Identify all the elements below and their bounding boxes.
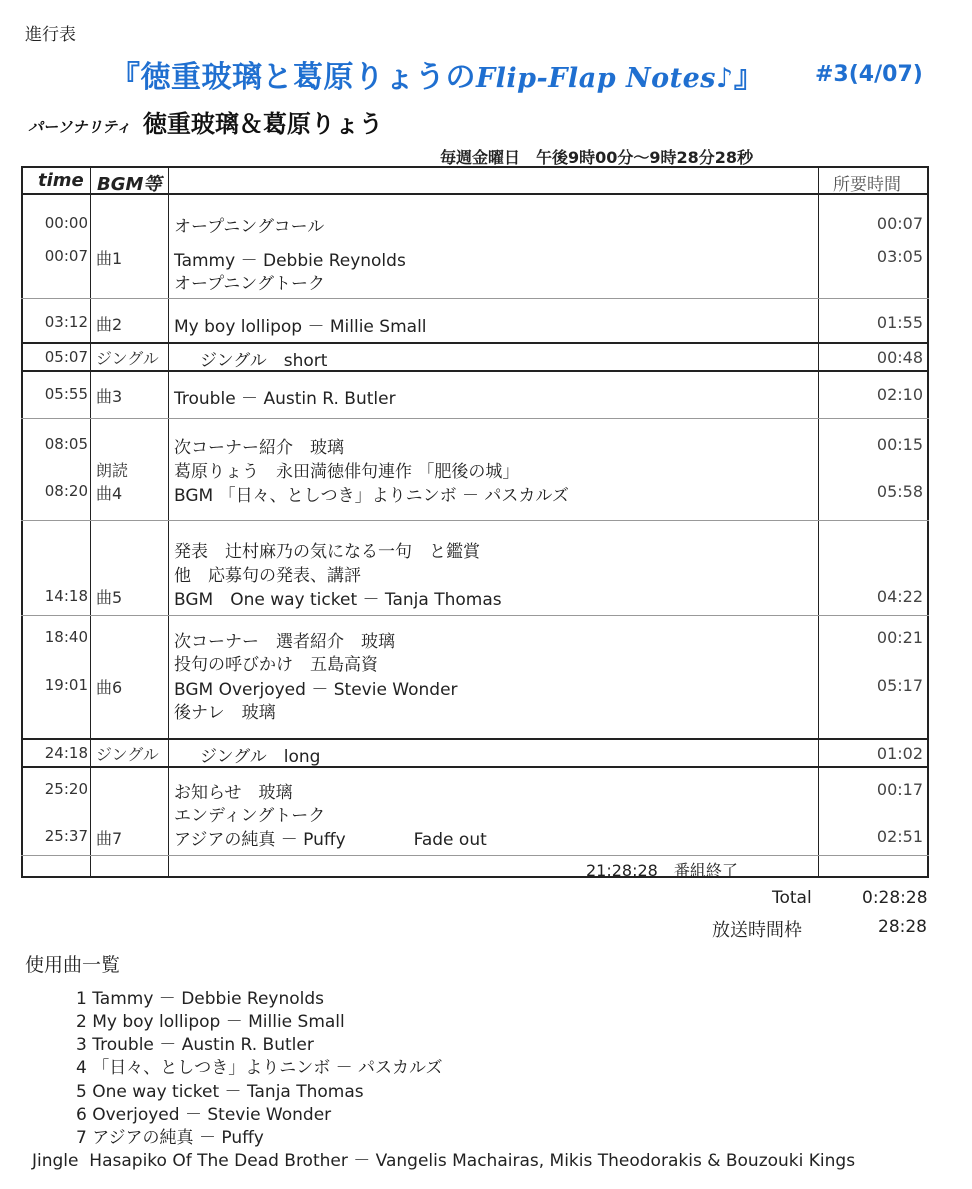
- row-content: アジアの純真 － Puffy Fade out: [174, 830, 487, 850]
- row-duration: 00:07: [876, 214, 923, 233]
- row-time: 14:18: [44, 587, 88, 605]
- row-time: 25:20: [44, 780, 88, 798]
- row-bgm: 曲5: [96, 588, 123, 607]
- row-content: 他 応募句の発表、講評: [174, 566, 361, 586]
- row-duration: 04:22: [876, 587, 923, 606]
- slot-value: 28:28: [878, 917, 927, 937]
- row-duration: 02:10: [876, 385, 923, 404]
- row-duration: 05:17: [876, 676, 923, 695]
- document-label: 進行表: [25, 25, 76, 45]
- row-content: 次コーナー紹介 玻璃: [174, 438, 344, 458]
- row-duration: 03:05: [876, 247, 923, 266]
- row-time: 08:05: [44, 435, 88, 453]
- row-time: 03:12: [44, 313, 88, 331]
- songs-list-title: 使用曲一覧: [25, 954, 121, 976]
- row-content: オープニングトーク: [174, 274, 325, 294]
- total-value: 0:28:28: [862, 888, 928, 908]
- column-divider: [90, 166, 91, 878]
- header-duration: 所要時間: [833, 175, 901, 195]
- column-divider: [818, 166, 819, 878]
- row-divider: [21, 738, 929, 740]
- row-time: 05:55: [44, 385, 88, 403]
- row-content: ジングル long: [200, 747, 321, 767]
- row-divider: [21, 298, 929, 299]
- row-content: 投句の呼びかけ 五島高資: [174, 655, 378, 675]
- row-content: BGM Overjoyed － Stevie Wonder: [174, 680, 458, 700]
- row-duration: 00:17: [876, 780, 923, 799]
- row-bgm: 曲2: [96, 315, 123, 334]
- row-time: 25:37: [44, 827, 88, 845]
- row-content: 次コーナー 選者紹介 玻璃: [174, 632, 395, 652]
- row-content: オープニングコール: [174, 217, 325, 237]
- row-time: 05:07: [44, 348, 88, 366]
- row-content: Tammy － Debbie Reynolds: [174, 251, 406, 271]
- row-content: お知らせ 玻璃: [174, 783, 293, 803]
- slot-label: 放送時間枠: [712, 920, 802, 941]
- row-bgm: 曲6: [96, 678, 123, 697]
- song-list-item: 2 My boy lollipop － Millie Small: [76, 1012, 345, 1032]
- song-list-item: 1 Tammy － Debbie Reynolds: [76, 989, 325, 1009]
- row-divider: [21, 855, 929, 856]
- row-divider: [21, 418, 929, 419]
- row-content: BGM 「日々、としつき」よりニンボ － パスカルズ: [174, 486, 569, 506]
- program-title: [110, 52, 764, 96]
- jingle-text: Hasapiko Of The Dead Brother － Vangelis Machairas, Mikis Theodorakis & Bouzouki Kings: [89, 1151, 856, 1171]
- personality-names: 徳重玻璃＆葛原りょう: [142, 110, 383, 138]
- row-bgm: 曲4: [96, 484, 123, 503]
- total-label: Total: [772, 888, 812, 908]
- row-time: 24:18: [44, 744, 88, 762]
- jingle-label: Jingle: [32, 1151, 79, 1171]
- program-title-close: 』: [733, 60, 765, 95]
- row-content: ジングル short: [200, 351, 328, 371]
- row-bgm: 曲7: [96, 829, 123, 848]
- row-duration: 00:21: [876, 628, 923, 647]
- row-content: Trouble － Austin R. Butler: [174, 389, 396, 409]
- row-bgm: ジングル: [96, 745, 159, 764]
- row-content: My boy lollipop － Millie Small: [174, 317, 427, 337]
- row-content: エンディングトーク: [174, 806, 326, 826]
- row-time: 00:07: [44, 247, 88, 265]
- row-divider: [21, 370, 929, 372]
- song-list-item: 7 アジアの純真 － Puffy: [76, 1128, 264, 1148]
- row-content: 発表 辻村麻乃の気になる一句 と鑑賞: [174, 542, 480, 562]
- row-bgm: 朗読: [96, 461, 129, 480]
- personality-label: パーソナリティ: [28, 118, 131, 136]
- row-duration: 01:02: [876, 744, 923, 763]
- row-divider: [21, 766, 929, 768]
- header-bgm: BGM等: [97, 174, 162, 195]
- personality-line: [28, 104, 383, 139]
- row-divider: [21, 520, 929, 521]
- row-duration: 05:58: [876, 482, 923, 501]
- row-duration: 00:48: [876, 348, 923, 367]
- rundown-table: [21, 166, 929, 878]
- program-title-jp: 『徳重玻璃と葛原りょうの: [110, 60, 476, 95]
- row-time: 19:01: [44, 676, 88, 694]
- broadcast-schedule: 毎週金曜日 午後9時00分～9時28分28秒: [440, 148, 754, 167]
- row-duration: 01:55: [876, 313, 923, 332]
- row-bgm: 曲1: [96, 249, 123, 268]
- song-list-item: 4 「日々、としつき」よりニンボ － パスカルズ: [76, 1058, 443, 1078]
- row-bgm: ジングル: [96, 349, 159, 368]
- row-divider: [21, 615, 929, 616]
- row-time: 08:20: [44, 482, 88, 500]
- song-list-item: 3 Trouble － Austin R. Butler: [76, 1035, 314, 1055]
- song-list-item: 5 One way ticket － Tanja Thomas: [76, 1082, 364, 1102]
- header-time: time: [38, 170, 84, 191]
- program-end-time: 21:28:28 番組終了: [586, 861, 738, 880]
- program-series-name: Flip-Flap Notes♪: [476, 63, 734, 94]
- row-content: 後ナレ 玻璃: [174, 703, 276, 723]
- row-time: 00:00: [44, 214, 88, 232]
- row-divider: [21, 342, 929, 344]
- row-content: 葛原りょう 永田満徳俳句連作 「肥後の城」: [174, 462, 520, 482]
- row-duration: 02:51: [876, 827, 923, 846]
- episode-number: #3(4/07): [815, 62, 923, 87]
- row-time: 18:40: [44, 628, 88, 646]
- song-list-item: 6 Overjoyed － Stevie Wonder: [76, 1105, 332, 1125]
- jingle-credit: [32, 1146, 855, 1171]
- row-duration: 00:15: [876, 435, 923, 454]
- row-bgm: 曲3: [96, 387, 123, 406]
- row-content: BGM One way ticket － Tanja Thomas: [174, 590, 502, 610]
- column-divider: [168, 166, 169, 878]
